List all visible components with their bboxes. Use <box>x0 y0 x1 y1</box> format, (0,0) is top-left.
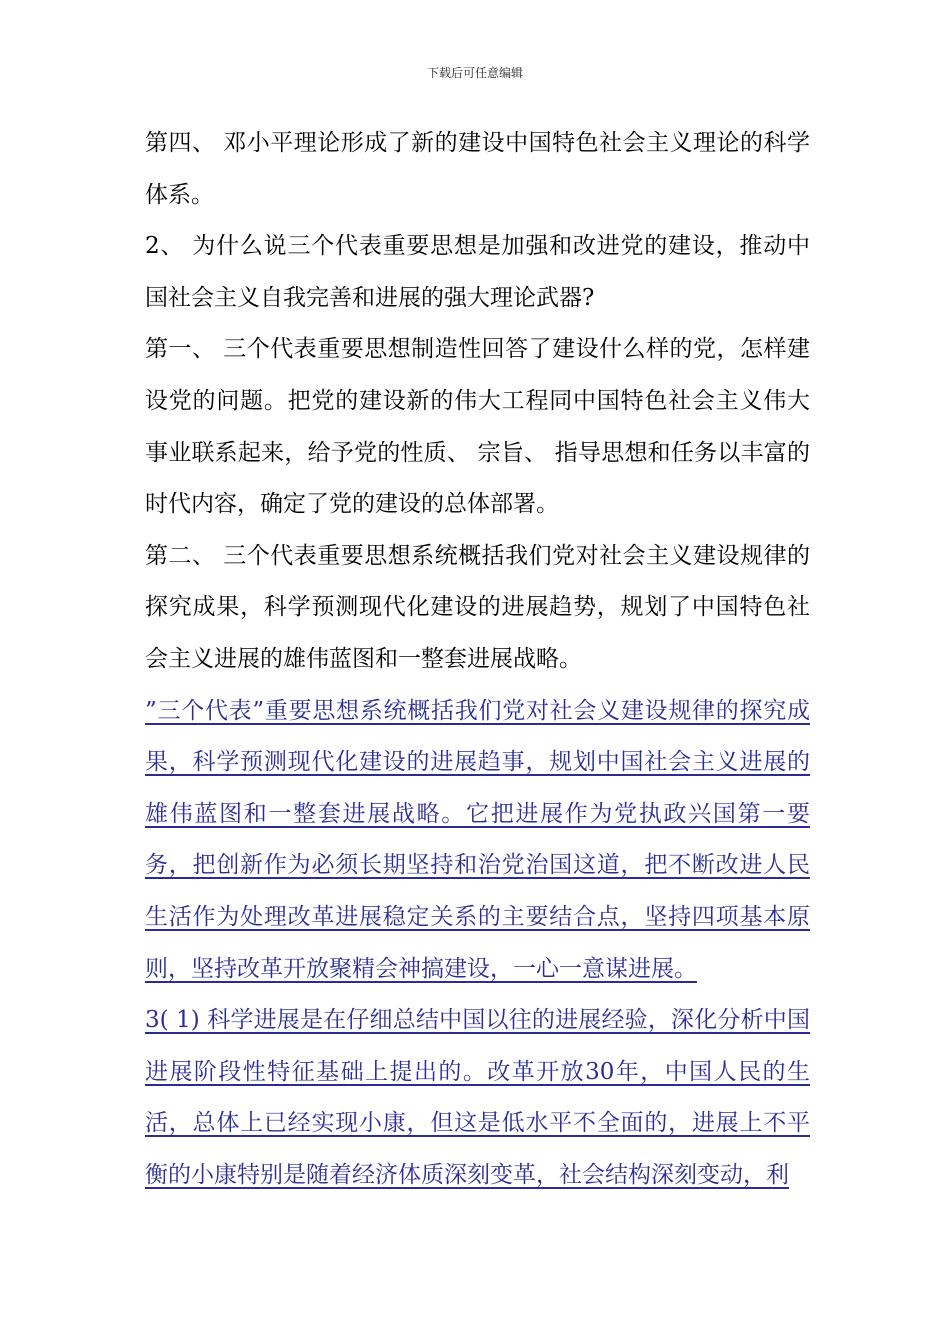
linked-paragraph-three-represents[interactable]: ”三个代表”重要思想系统概括我们党对社会义建设规律的探究成果，科学预测现代化建设的进展趋事，规划中国社会主义进展的雄伟蓝图和一整套进展战略。它把进展作为党执政兴国第一要务，把创新作为必须长期坚持和治党治国这道，把不断改进人民生活作为处理改革进展稳定关系的主要结合点，坚持四项基本原则，坚持改革开放聚精会神搞建设，一心一意谋进展。 <box>145 697 810 982</box>
paragraph-fourth-point: 第四、 邓小平理论形成了新的建设中国特色社会主义理论的科学体系。 <box>145 130 810 208</box>
paragraph-question-2: 2、 为什么说三个代表重要思想是加强和改进党的建设，推动中国社会主义自我完善和进展的强大理论武器? <box>145 233 810 311</box>
page-header: 下载后可任意编辑 <box>426 66 523 80</box>
paragraph-second-point: 第二、 三个代表重要思想系统概括我们党对社会主义建设规律的探究成果，科学预测现代化建设的进展趋势，规划了中国特色社会主义进展的雄伟蓝图和一整套进展战略。 <box>145 542 810 672</box>
linked-paragraph-scientific-development[interactable]: 3( 1) 科学进展是在仔细总结中国以往的进展经验，深化分析中国进展阶段性特征基础上提出的。改革开放30年，中国人民的生活，总体上已经实现小康，但这是低水平不全面的，进展上不平衡的小康特别是随着经济体质深刻变革，社会结构深刻变动，利 <box>145 1007 810 1188</box>
document-body <box>145 118 810 1201</box>
paragraph-first-point: 第一、 三个代表重要思想制造性回答了建设什么样的党，怎样建设党的问题。把党的建设新的伟大工程同中国特色社会主义伟大事业联系起来，给予党的性质、 宗旨、 指导思想和任务以丰富的时代内容，确定了党的建设的总体部署。 <box>145 336 810 518</box>
